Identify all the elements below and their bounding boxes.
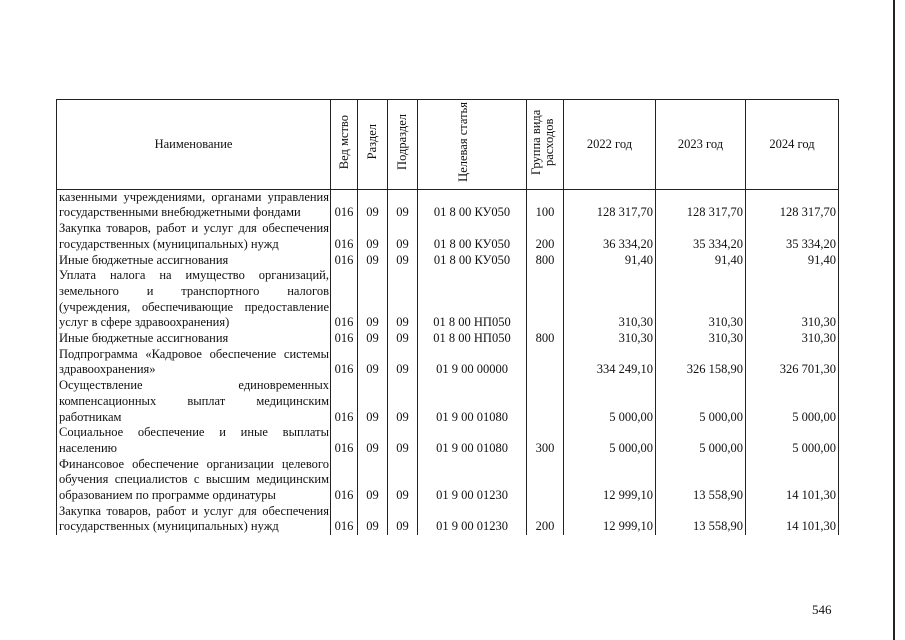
row-razdel: 09	[358, 504, 388, 535]
table-row	[57, 425, 839, 456]
table-row	[57, 331, 839, 347]
row-2022: 5 000,00	[564, 425, 656, 456]
row-2024: 310,30	[746, 268, 839, 331]
row-gruppa	[527, 347, 564, 378]
budget-table	[56, 99, 839, 535]
table-row	[57, 347, 839, 378]
row-razdel: 09	[358, 425, 388, 456]
row-name: Закупка товаров, работ и услуг для обеспечения государственных (муниципальных) нужд	[57, 221, 331, 252]
row-gruppa	[527, 457, 564, 504]
header-razdel: Раздел	[358, 100, 388, 190]
row-2023: 128 317,70	[656, 189, 746, 221]
row-podrazdel: 09	[388, 221, 418, 252]
row-ved: 016	[331, 189, 358, 221]
row-2022: 12 999,10	[564, 504, 656, 535]
row-razdel: 09	[358, 253, 388, 269]
table-row	[57, 189, 839, 221]
row-podrazdel: 09	[388, 347, 418, 378]
header-2023: 2023 год	[656, 100, 746, 190]
row-2024: 14 101,30	[746, 504, 839, 535]
row-razdel: 09	[358, 189, 388, 221]
row-2023: 310,30	[656, 268, 746, 331]
row-podrazdel: 09	[388, 457, 418, 504]
row-2024: 128 317,70	[746, 189, 839, 221]
row-2023: 326 158,90	[656, 347, 746, 378]
row-2023: 35 334,20	[656, 221, 746, 252]
row-podrazdel: 09	[388, 425, 418, 456]
row-2022: 12 999,10	[564, 457, 656, 504]
table-row	[57, 268, 839, 331]
row-tselevaya: 01 8 00 НП050	[418, 331, 527, 347]
row-2023: 5 000,00	[656, 378, 746, 425]
row-name: Иные бюджетные ассигнования	[57, 253, 331, 269]
row-gruppa	[527, 268, 564, 331]
row-2023: 13 558,90	[656, 457, 746, 504]
row-2023: 91,40	[656, 253, 746, 269]
page-edge-line	[893, 0, 895, 640]
row-name: казенными учреждениями, органами управления государственными внебюджетными фондами	[57, 189, 331, 221]
row-tselevaya: 01 8 00 КУ050	[418, 253, 527, 269]
row-razdel: 09	[358, 457, 388, 504]
header-2022: 2022 год	[564, 100, 656, 190]
header-2024: 2024 год	[746, 100, 839, 190]
row-razdel: 09	[358, 268, 388, 331]
row-ved: 016	[331, 425, 358, 456]
row-podrazdel: 09	[388, 504, 418, 535]
row-razdel: 09	[358, 221, 388, 252]
row-name: Подпрограмма «Кадровое обеспечение системы здравоохранения»	[57, 347, 331, 378]
row-ved: 016	[331, 253, 358, 269]
header-name: Наименование	[57, 100, 331, 190]
table-row	[57, 457, 839, 504]
row-podrazdel: 09	[388, 189, 418, 221]
row-gruppa: 800	[527, 331, 564, 347]
table-row	[57, 221, 839, 252]
row-2024: 14 101,30	[746, 457, 839, 504]
row-ved: 016	[331, 347, 358, 378]
row-ved: 016	[331, 378, 358, 425]
row-2022: 334 249,10	[564, 347, 656, 378]
row-tselevaya: 01 8 00 КУ050	[418, 189, 527, 221]
table-row	[57, 378, 839, 425]
row-podrazdel: 09	[388, 331, 418, 347]
row-name: Социальное обеспечение и иные выплаты населению	[57, 425, 331, 456]
row-2024: 35 334,20	[746, 221, 839, 252]
row-2023: 5 000,00	[656, 425, 746, 456]
table-row	[57, 253, 839, 269]
row-2022: 310,30	[564, 331, 656, 347]
row-2024: 5 000,00	[746, 378, 839, 425]
header-tselevaya: Целевая статья	[418, 100, 527, 190]
row-gruppa: 200	[527, 221, 564, 252]
row-podrazdel: 09	[388, 378, 418, 425]
header-gruppa: Группа вида расходов	[527, 100, 564, 190]
page-number: 546	[812, 602, 832, 617]
row-razdel: 09	[358, 331, 388, 347]
row-gruppa: 100	[527, 189, 564, 221]
row-razdel: 09	[358, 347, 388, 378]
row-2024: 91,40	[746, 253, 839, 269]
header-podrazdel: Подраздел	[388, 100, 418, 190]
row-razdel: 09	[358, 378, 388, 425]
row-gruppa	[527, 378, 564, 425]
row-name: Осуществление единовременных компенсационных выплат медицинским работникам	[57, 378, 331, 425]
row-gruppa: 800	[527, 253, 564, 269]
row-tselevaya: 01 9 00 01080	[418, 425, 527, 456]
row-2024: 5 000,00	[746, 425, 839, 456]
row-2023: 13 558,90	[656, 504, 746, 535]
row-2024: 310,30	[746, 331, 839, 347]
row-name: Закупка товаров, работ и услуг для обеспечения государственных (муниципальных) нужд	[57, 504, 331, 535]
row-tselevaya: 01 9 00 01080	[418, 378, 527, 425]
row-gruppa: 200	[527, 504, 564, 535]
row-name: Иные бюджетные ассигнования	[57, 331, 331, 347]
row-tselevaya: 01 9 00 01230	[418, 457, 527, 504]
row-2022: 36 334,20	[564, 221, 656, 252]
row-ved: 016	[331, 268, 358, 331]
row-2022: 5 000,00	[564, 378, 656, 425]
row-ved: 016	[331, 457, 358, 504]
row-ved: 016	[331, 331, 358, 347]
row-ved: 016	[331, 504, 358, 535]
row-tselevaya: 01 9 00 01230	[418, 504, 527, 535]
row-2022: 128 317,70	[564, 189, 656, 221]
table-row	[57, 504, 839, 535]
row-2022: 91,40	[564, 253, 656, 269]
row-2023: 310,30	[656, 331, 746, 347]
header-ved: Вед мство	[331, 100, 358, 190]
row-gruppa: 300	[527, 425, 564, 456]
row-2022: 310,30	[564, 268, 656, 331]
row-tselevaya: 01 8 00 НП050	[418, 268, 527, 331]
row-ved: 016	[331, 221, 358, 252]
header-row	[57, 100, 839, 190]
row-podrazdel: 09	[388, 268, 418, 331]
row-name: Уплата налога на имущество организаций, земельного и транспортного налогов (учреждения, обеспечивающие предоставление услуг в сфере здравоохранения)	[57, 268, 331, 331]
row-tselevaya: 01 9 00 00000	[418, 347, 527, 378]
row-podrazdel: 09	[388, 253, 418, 269]
row-name: Финансовое обеспечение организации целевого обучения специалистов с высшим медицинским образованием по программе ординатуры	[57, 457, 331, 504]
row-2024: 326 701,30	[746, 347, 839, 378]
row-tselevaya: 01 8 00 КУ050	[418, 221, 527, 252]
